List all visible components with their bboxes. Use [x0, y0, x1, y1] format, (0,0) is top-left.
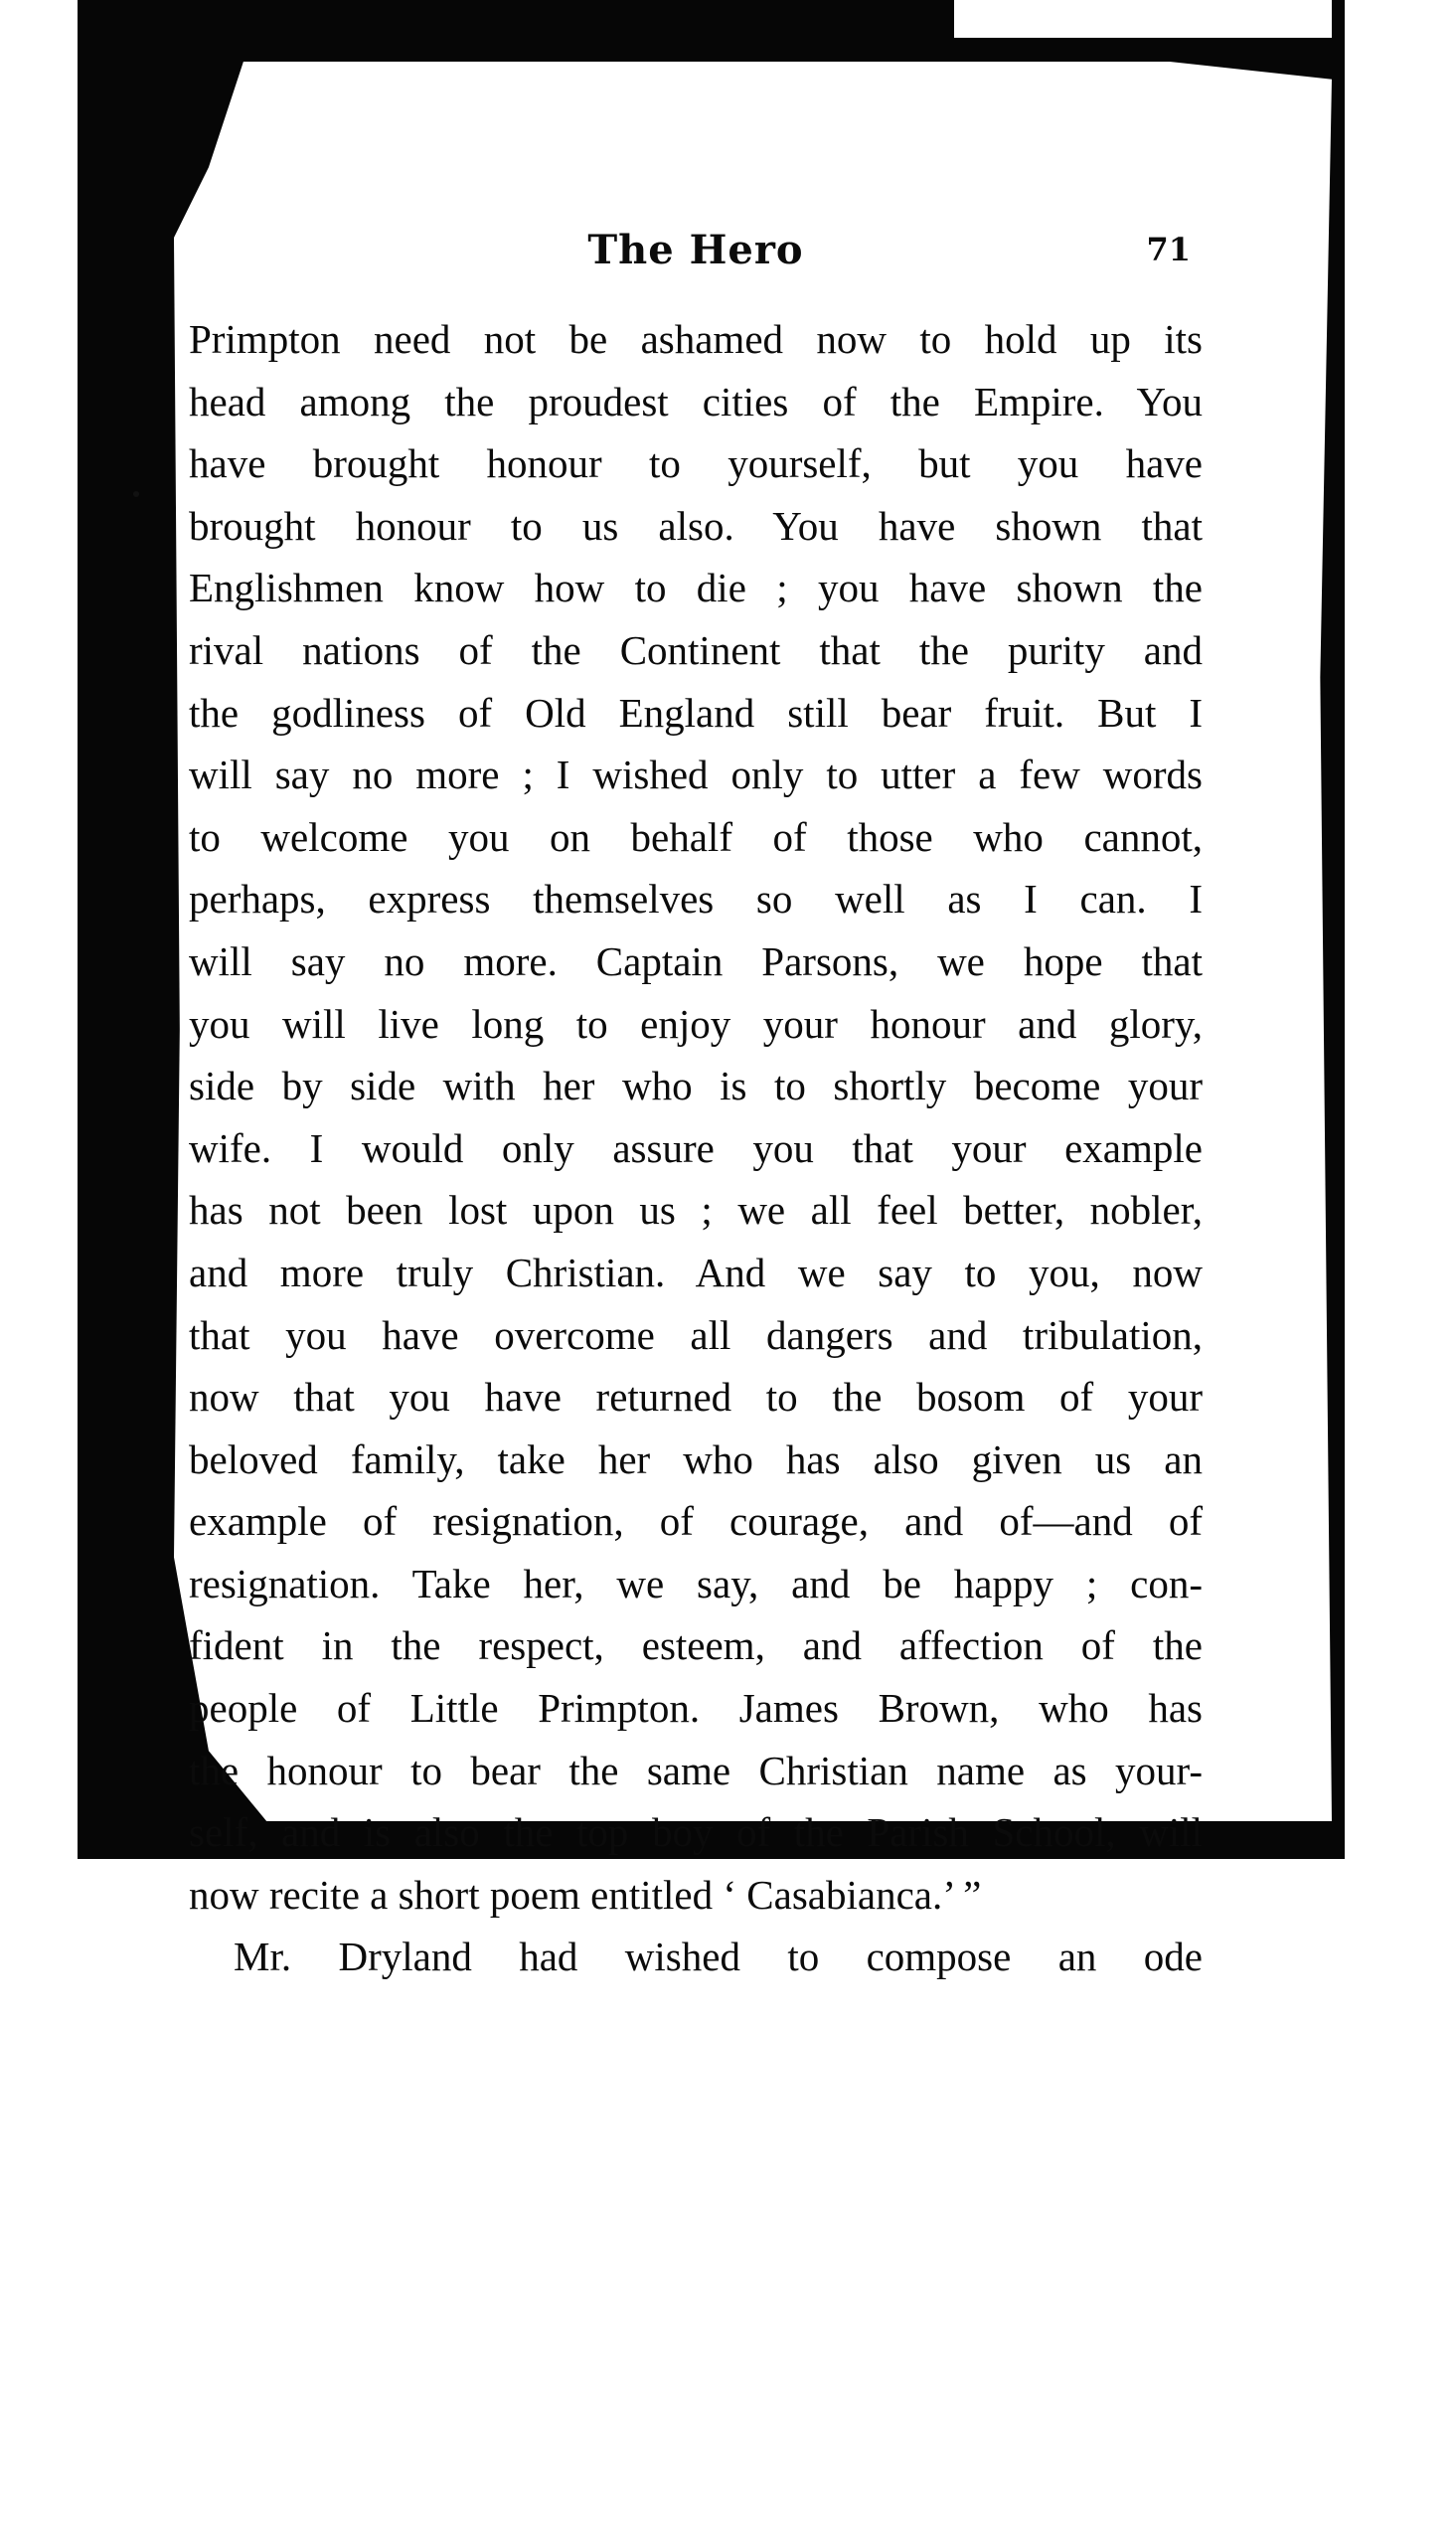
text-line: the godliness of Old England still bear fruit. But I: [189, 689, 1203, 736]
text-line: that you have overcome all dangers and tribulation,: [189, 1311, 1203, 1358]
text-line: Englishmen know how to die ; you have shown the: [189, 565, 1203, 611]
text-line: beloved family, take her who has also given us an: [189, 1435, 1203, 1482]
scan-top-strip: [954, 0, 1332, 38]
text-line: to welcome you on behalf of those who cannot,: [189, 813, 1203, 860]
text-line: fident in the respect, esteem, and affection of the: [189, 1622, 1203, 1669]
text-line: Mr. Dryland had wished to compose an ode: [234, 1934, 1203, 1980]
text-line: side by side with her who is to shortly become your: [189, 1063, 1203, 1109]
text-line: people of Little Primpton. James Brown, who has: [189, 1685, 1203, 1732]
text-line: resignation. Take her, we say, and be happy ; con-: [189, 1560, 1203, 1606]
text-line: brought honour to us also. You have shown that: [189, 502, 1203, 549]
text-line: example of resignation, of courage, and of—and of: [189, 1498, 1203, 1545]
running-head: [189, 199, 1203, 308]
text-line: perhaps, express themselves so well as I can. I: [189, 876, 1203, 923]
text-line: now that you have returned to the bosom of your: [189, 1374, 1203, 1421]
running-title: The Hero: [587, 227, 804, 273]
body-text: [189, 308, 1203, 1988]
text-line: rival nations of the Continent that the purity and: [189, 626, 1203, 673]
stray-mark: [133, 491, 139, 497]
book-page: [189, 199, 1203, 1988]
text-line: the honour to bear the same Christian name as your-: [189, 1747, 1203, 1793]
text-line: will say no more ; I wished only to utter a few words: [189, 752, 1203, 798]
text-line: has not been lost upon us ; we all feel better, nobler,: [189, 1187, 1203, 1234]
text-line: Primpton need not be ashamed now to hold up its: [189, 316, 1203, 362]
text-line: wife. I would only assure you that your example: [189, 1124, 1203, 1171]
text-line: have brought honour to yourself, but you have: [189, 440, 1203, 487]
text-line: will say no more. Captain Parsons, we hope that: [189, 937, 1203, 984]
text-line: and more truly Christian. And we say to you, now: [189, 1249, 1203, 1295]
text-line: head among the proudest cities of the Empire. You: [189, 378, 1203, 424]
text-line: you will live long to enjoy your honour and glory,: [189, 1000, 1203, 1047]
text-line: self, and is also the top boy of the Parish School, will: [189, 1809, 1203, 1856]
text-line: now recite a short poem entitled ‘ Casabianca.’ ”: [189, 1871, 982, 1918]
page-number: 71: [1146, 231, 1191, 268]
